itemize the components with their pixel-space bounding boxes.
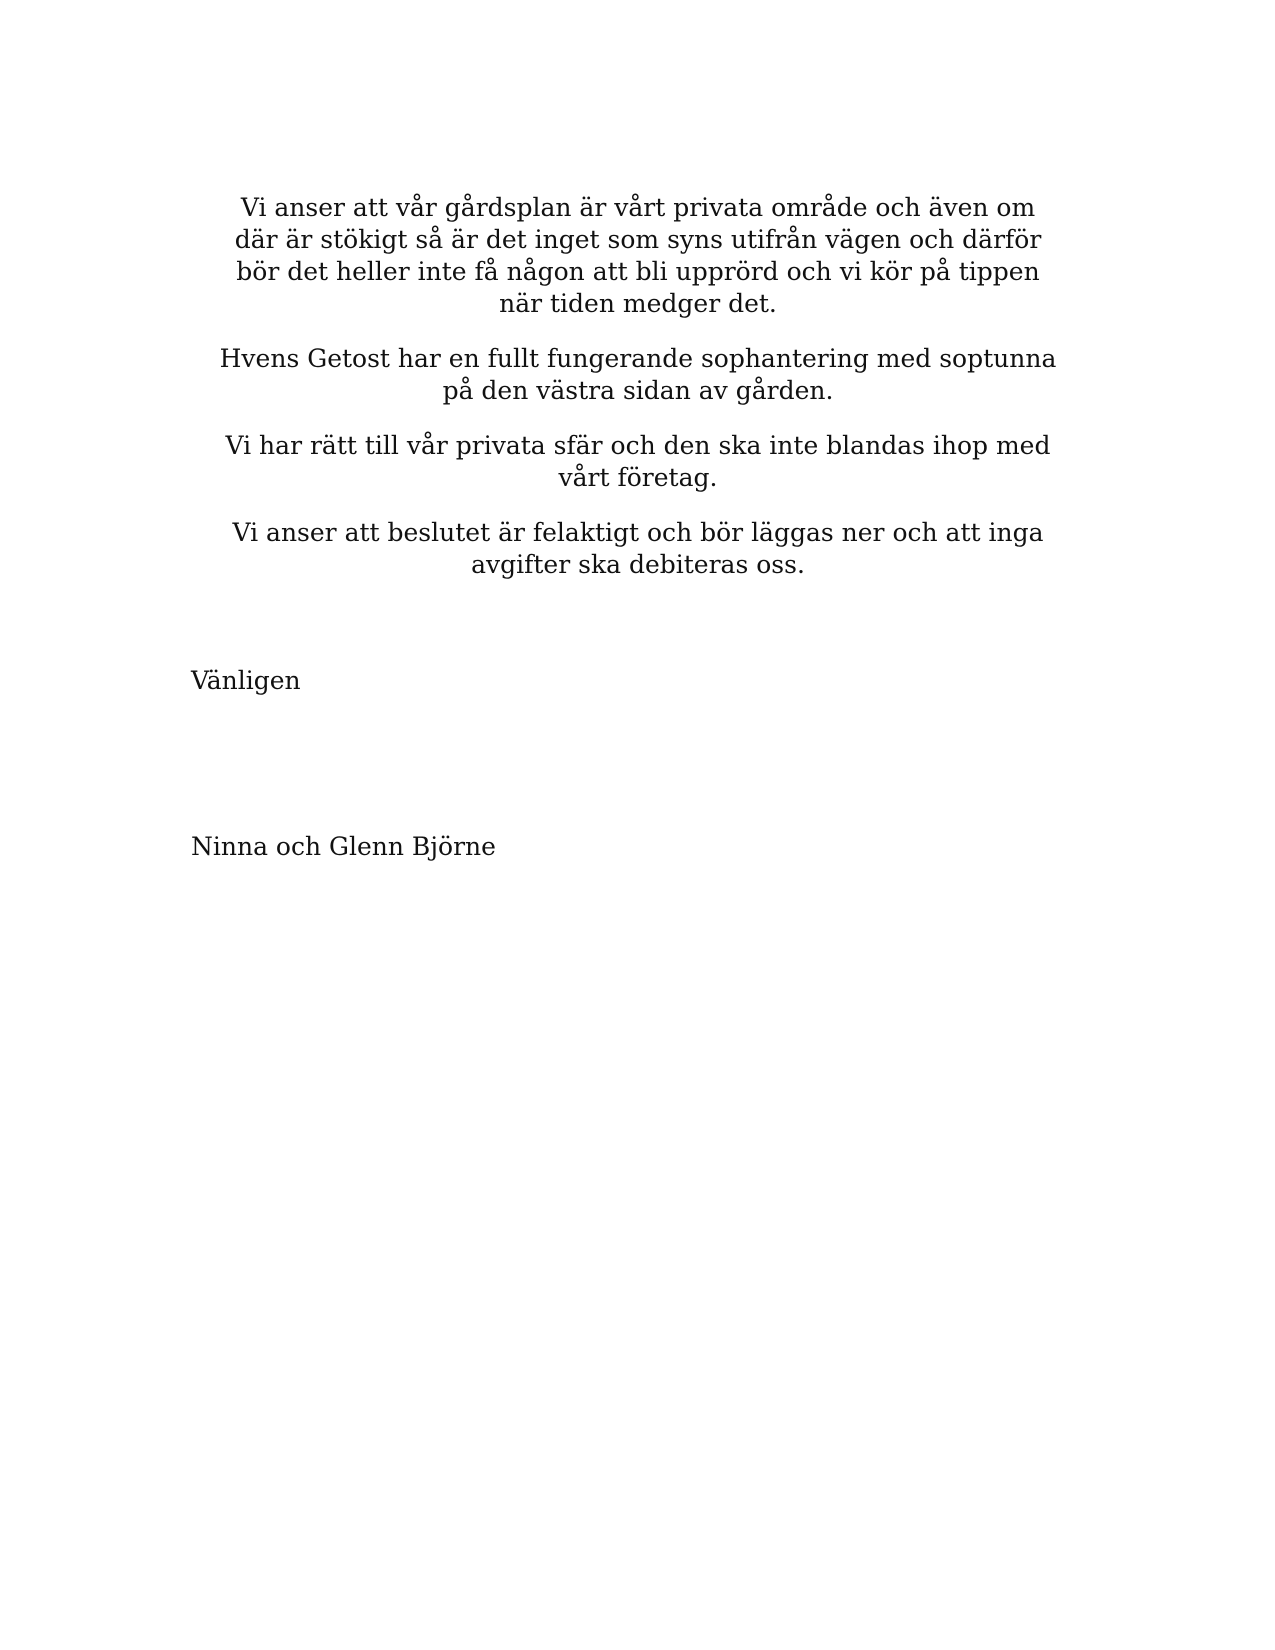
- paragraph-line: Hvens Getost har en fullt fungerande sophantering med soptunna: [219, 344, 1057, 373]
- paragraph-line: på den västra sidan av gården.: [442, 376, 834, 405]
- paragraph-line: Vi har rätt till vår privata sfär och den ska inte blandas ihop med: [225, 431, 1051, 460]
- paragraph-line: Vi anser att vår gårdsplan är vårt privata område och även om: [240, 193, 1036, 222]
- paragraph-line: där är stökigt så är det inget som syns utifrån vägen och därför: [234, 225, 1042, 254]
- paragraph-line: avgifter ska debiteras oss.: [471, 550, 805, 579]
- paragraph-1: [188, 192, 1088, 320]
- letter-closing: Vänligen: [191, 666, 301, 695]
- paragraph-2: [188, 343, 1088, 407]
- paragraph-3: [188, 430, 1088, 494]
- letter-signature: Ninna och Glenn Björne: [191, 832, 496, 861]
- paragraph-line: Vi anser att beslutet är felaktigt och bör läggas ner och att inga: [232, 518, 1044, 547]
- paragraph-line: när tiden medger det.: [499, 289, 777, 318]
- paragraph-line: bör det heller inte få någon att bli upprörd och vi kör på tippen: [236, 257, 1040, 286]
- paragraph-4: [188, 517, 1088, 581]
- letter-body: [188, 192, 1088, 604]
- paragraph-line: vårt företag.: [558, 463, 718, 492]
